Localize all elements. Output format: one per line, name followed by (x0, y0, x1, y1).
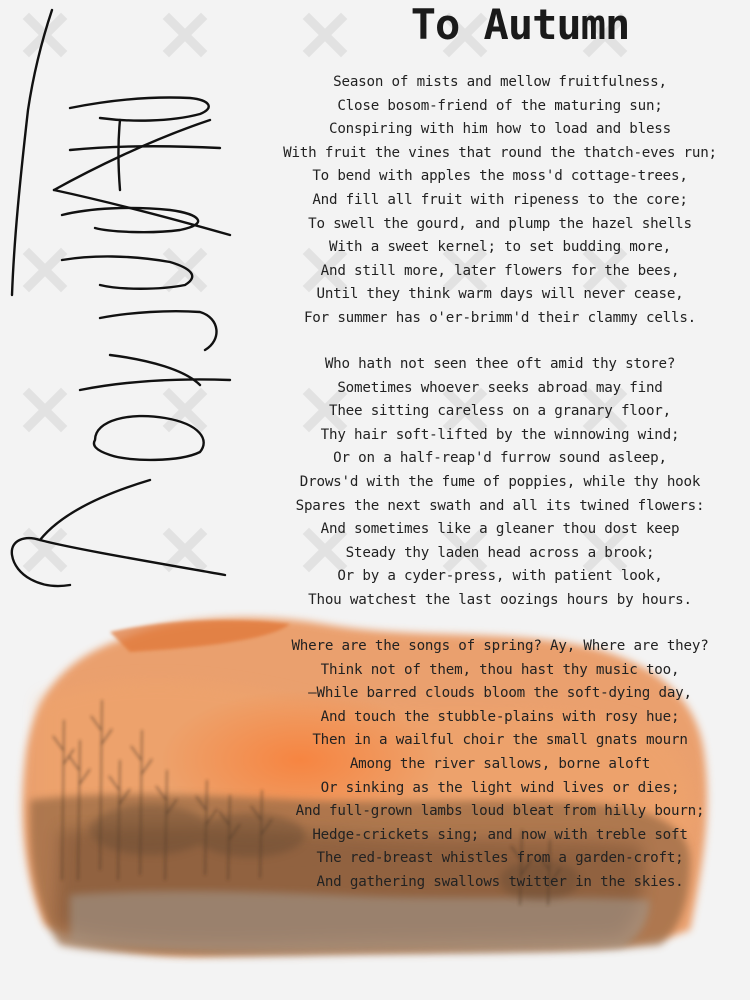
poem-line: And still more, later flowers for the bees, (320, 262, 680, 279)
poem-line: Or sinking as the light wind lives or dies; (320, 779, 680, 796)
poem-line: Hedge-crickets sing; and now with treble soft (312, 826, 688, 843)
poem-line: Then in a wailful choir the small gnats mourn (312, 732, 688, 749)
poem-line: Season of mists and mellow fruitfulness, (333, 74, 667, 90)
poem-line: To bend with apples the moss'd cottage-trees, (312, 168, 688, 185)
poem-line: And gathering swallows twitter in the skies. (316, 873, 684, 890)
poem-line: Thou watchest the last oozings hours by hours. (308, 591, 692, 608)
poem-line: Thee sitting careless on a granary floor, (328, 403, 671, 420)
poem-line: And fill all fruit with ripeness to the core; (312, 191, 688, 208)
poem-line: With fruit the vines that round the thatch-eves run; (283, 144, 717, 161)
poem-line: Close bosom-friend of the maturing sun; (337, 97, 663, 114)
poem-line: And full-grown lambs loud bleat from hilly bourn; (295, 803, 705, 820)
poem-line: Or by a cyder-press, with patient look, (337, 568, 663, 585)
poem-line: —While barred clouds bloom the soft-dying day, (308, 685, 692, 702)
poem-line: Among the river sallows, borne aloft (349, 755, 651, 772)
stanza-1 (250, 71, 750, 331)
poem-line: And touch the stubble-plains with rosy hue; (320, 708, 680, 725)
poem-line: Spares the next swath and all its twined flowers: (295, 497, 705, 514)
poem-line: Steady thy laden head across a brook; (345, 544, 655, 561)
poem-line: Who hath not seen thee oft amid thy store? (324, 356, 676, 372)
poem-line: And sometimes like a gleaner thou dost keep (320, 521, 680, 538)
poem-line: To swell the gourd, and plump the hazel shells (308, 215, 692, 232)
poem-line: Think not of them, thou hast thy music too, (320, 661, 680, 678)
stanza-3 (250, 635, 750, 895)
stanza-2 (250, 353, 750, 613)
poem-line: Or on a half-reap'd furrow sound asleep, (333, 450, 667, 467)
poem-line: Conspiring with him how to load and bless (328, 121, 671, 138)
poem-line: Thy hair soft-lifted by the winnowing wind; (320, 426, 680, 443)
poem-line: Where are the songs of spring? Ay, Where are they? (291, 638, 709, 654)
author-signature (0, 0, 250, 620)
poem-line: With a sweet kernel; to set budding more, (328, 239, 671, 256)
poem-line: Until they think warm days will never cease, (316, 286, 684, 303)
poem-line: The red-breast whistles from a garden-croft; (316, 850, 684, 867)
poem-line: Sometimes whoever seeks abroad may find (337, 379, 663, 396)
poem-line: Drows'd with the fume of poppies, while thy hook (299, 473, 701, 490)
poem-title: To Autumn (410, 0, 630, 49)
poem-line: For summer has o'er-brimm'd their clammy cells. (303, 309, 697, 326)
